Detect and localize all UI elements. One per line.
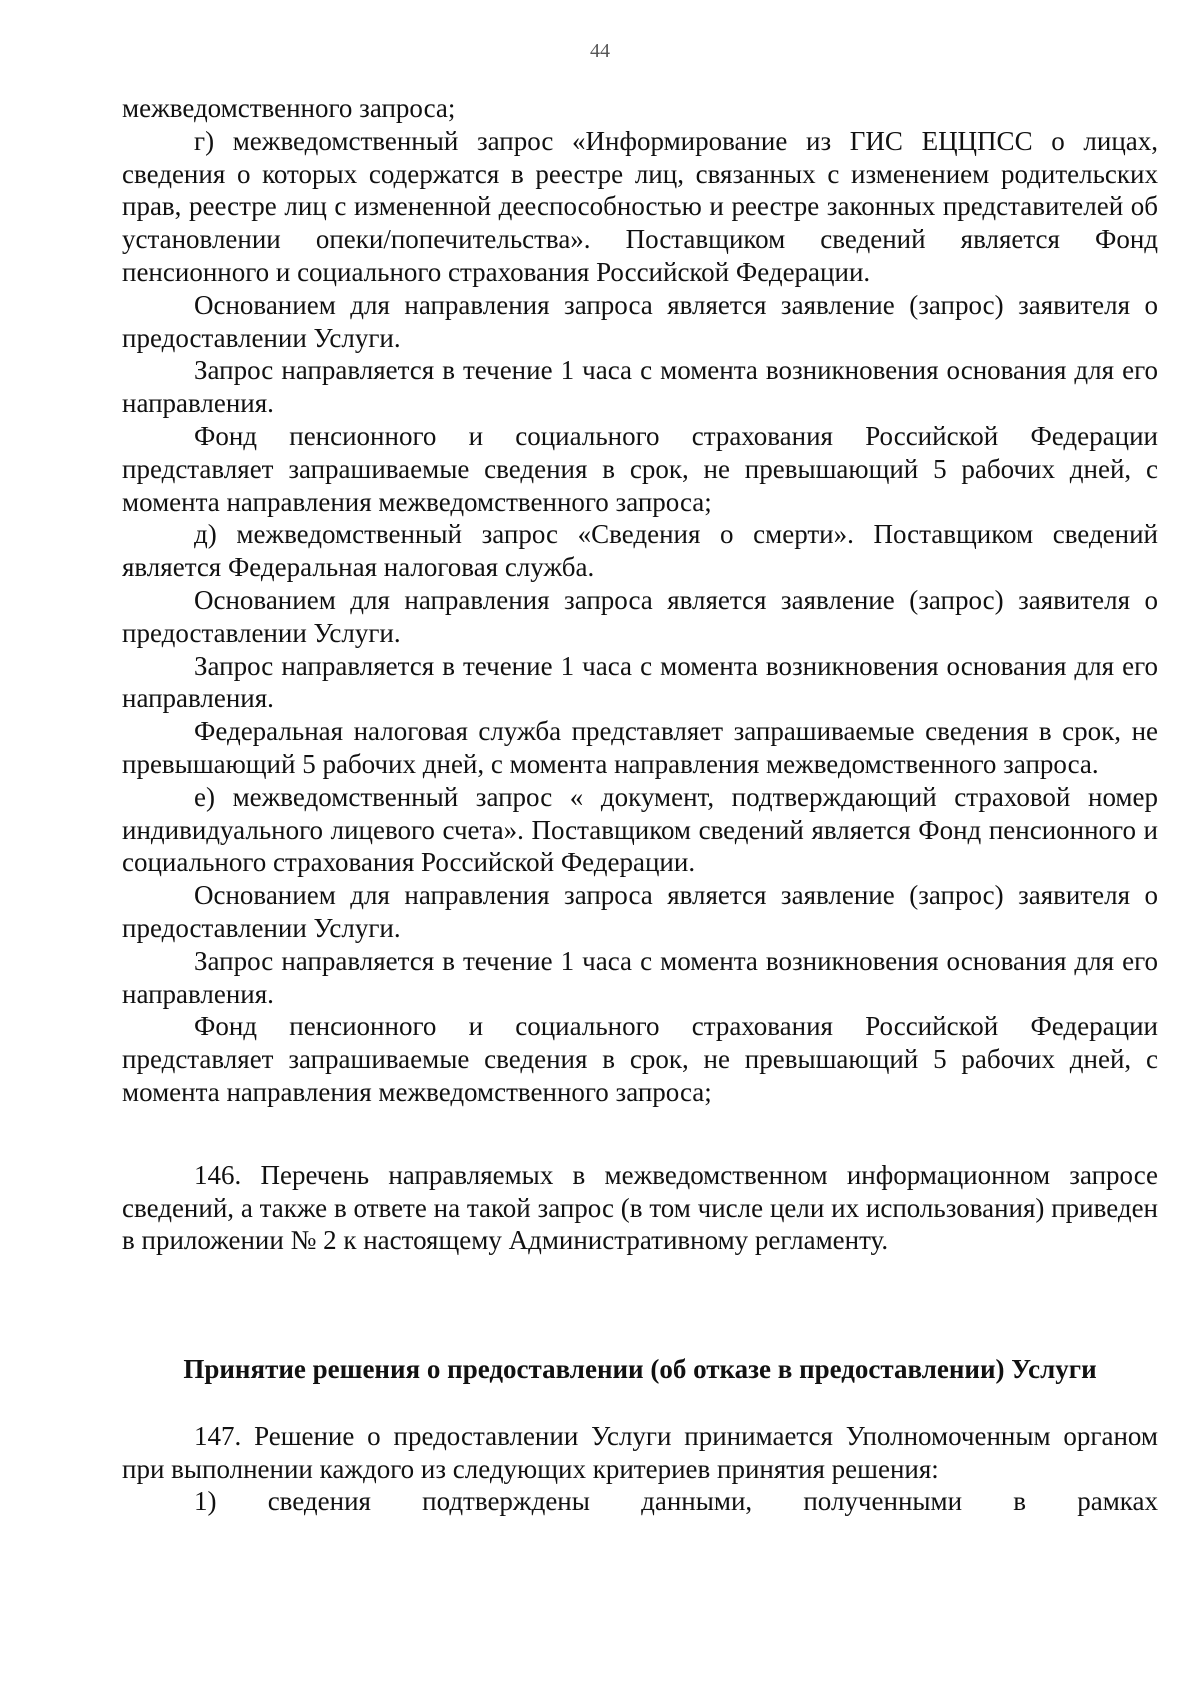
paragraph: Фонд пенсионного и социального страхования Российской Федерации представляет запрашиваемые сведения в срок, не превышающий 5 рабочих дней, с момента направления межведомственного запроса; xyxy=(122,1011,1158,1107)
page-number: 44 xyxy=(590,40,610,62)
paragraph: Основанием для направления запроса является заявление (запрос) заявителя о предоставлении Услуги. xyxy=(122,584,1158,648)
spacer xyxy=(122,1109,1158,1159)
paragraph: д) межведомственный запрос «Сведения о смерти». Поставщиком сведений является Федеральная налоговая служба. xyxy=(122,519,1158,583)
paragraph: е) межведомственный запрос « документ, подтверждающий страховой номер индивидуального лицевого счета». Поставщиком сведений является Фонд пенсионного и социального страхования Российской Федерации. xyxy=(122,781,1158,878)
section-heading: Принятие решения о предоставлении (об отказе в предоставлении) Услуги xyxy=(183,1354,1097,1385)
paragraph: Запрос направляется в течение 1 часа с момента возникновения основания для его направления. xyxy=(122,355,1158,419)
paragraph: Фонд пенсионного и социального страхования Российской Федерации представляет запрашиваемые сведения в срок, не превышающий 5 рабочих дней, с момента направления межведомственного запроса; xyxy=(122,420,1158,517)
document-body xyxy=(122,92,1158,1518)
paragraph: г) межведомственный запрос «Информирование из ГИС ЕЦЦПСС о лицах, сведения о которых содержатся в реестре лиц, связанных с изменением родительских прав, реестре лиц с измененной дееспособностью и реестре законных представителей об установлении опеки/попечительства». Поставщиком сведений является Фонд пенсионного и социального страхования Российской Федерации. xyxy=(122,125,1158,287)
paragraph: Запрос направляется в течение 1 часа с момента возникновения основания для его направления. xyxy=(122,650,1158,714)
paragraph: Основанием для направления запроса является заявление (запрос) заявителя о предоставлении Услуги. xyxy=(122,880,1158,943)
paragraph: Запрос направляется в течение 1 часа с момента возникновения основания для его направления. xyxy=(122,945,1158,1009)
paragraph: Федеральная налоговая служба представляет запрашиваемые сведения в срок, не превышающий 5 рабочих дней, с момента направления межведомственного запроса. xyxy=(122,716,1158,779)
paragraph: Основанием для направления запроса является заявление (запрос) заявителя о предоставлении Услуги. xyxy=(122,289,1158,353)
list-item-1: 1) сведения подтверждены данными, полученными в рамках xyxy=(194,1486,1158,1517)
paragraph-147: 147. Решение о предоставлении Услуги принимается Уполномоченным органом при выполнении каждого из следующих критериев принятия решения: xyxy=(122,1420,1158,1484)
paragraph: межведомственного запроса; xyxy=(122,93,456,123)
spacer xyxy=(122,1257,1158,1353)
paragraph-146: 146. Перечень направляемых в межведомственном информационном запросе сведений, а также в ответе на такой запрос (в том числе цели их использования) приведен в приложении № 2 к настоящему Административному регламенту. xyxy=(122,1159,1158,1256)
